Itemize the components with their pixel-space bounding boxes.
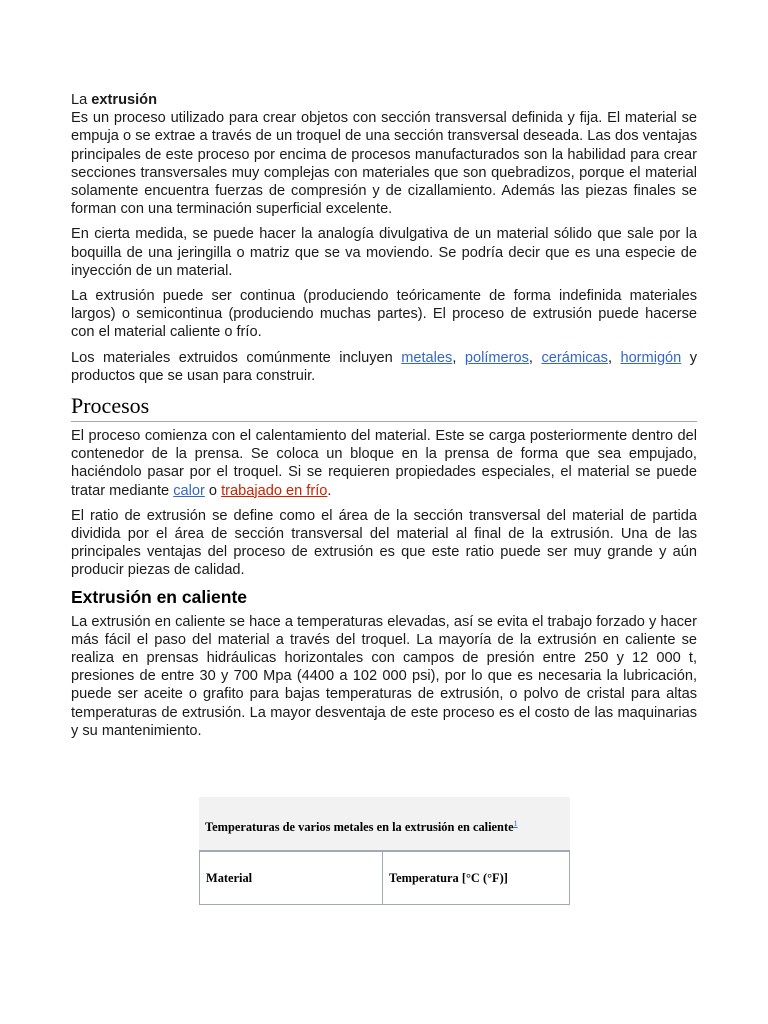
intro-p1-term: sección [381,110,431,127]
subsection-heading-caliente: Extrusión en caliente [71,586,248,607]
table-caption-text: Temperaturas de varios metales en la extrusión en caliente [205,820,514,835]
article-body [71,91,697,740]
procesos-p1-text: El proceso comienza con el calentamiento del material. Este se carga posteriormente dentro del contenedor de la prensa. Se coloca un bloque en la prensa de forma que sea empujado, haciéndolo pasar por el troquel. Si se requieren propiedades especiales, el material se puede tratar mediante [71,428,697,499]
temperature-table [199,797,570,905]
link-calor[interactable]: calor [173,482,205,499]
intro-paragraph-1 [71,109,697,218]
column-header-temperatura: Temperatura [°C (°F)] [383,852,570,905]
link-metales[interactable]: metales [401,349,453,366]
intro-paragraph-3: La extrusión puede ser continua (produciendo teóricamente de forma indefinida materiales largos) o semicontinua (produciendo muchas partes). El proceso de extrusión puede hacerse con el material caliente o frío. [71,288,697,341]
table-header-row [200,852,570,905]
procesos-paragraph-1 [71,427,697,500]
separator: , [528,349,542,366]
intro-title-prefix: La [71,92,92,108]
intro-paragraph-2: En cierta medida, se puede hacer la analogía divulgativa de un material sólido que sale por la boquilla de una jeringilla o matriz que se va moviendo. Se podría decir que es una especie de inyección de un material. [71,226,697,279]
caliente-paragraph-1: La extrusión en caliente se hace a temperaturas elevadas, así se evita el trabajo forzado y hacer más fácil el paso del material a través del troquel. La mayoría de la extrusión en caliente se realiza en prensas hidráulicas horizontales con campos de presión entre 250 y 12 000 t, presiones de entre 30 y 700 Mpa (4400 a 102 000 psi), por lo que es necesaria la lubricación, puede ser aceite o grafito para bajas temperaturas de extrusión, o polvo de cristal para altas temperaturas de extrusión. La mayor desventaja de este proceso es el costo de las maquinarias y su mantenimiento. [71,613,697,739]
intro-p4-text: Los materiales extruidos comúnmente incluyen [71,349,402,366]
intro-title-bold: extrusión [91,92,157,108]
procesos-paragraph-2: El ratio de extrusión se define como el área de la sección transversal del material de partida dividida por el área de sección transversal del material al final de la extrusión. Una de las principales ventajas del proceso de extrusión es que este ratio puede ser muy grande y aún producir piezas de calidad. [71,507,697,579]
separator: , [452,349,465,366]
link-polimeros[interactable]: polímeros [464,349,529,366]
intro-p4-rest: y productos que se usan para construir. [71,349,698,384]
footnote-ref[interactable]: 1 [513,819,518,828]
intro-p1-rest: transversal definida y fija. El material se empuja o se extrae a través de un troquel de una sección transversal deseada. Las dos ventajas principales de este proceso por encima de procesos manufacturados son la habilidad para crear secciones transversales muy complejas con materiales que son quebradizos, porque el material solamente encuentra fuerzas de compresión y de cizallamiento. Además las piezas finales se forman con una terminación superficial excelente. [71,110,697,218]
separator: , [607,349,621,366]
table-caption [199,797,570,851]
intro-p1-text: Es un proceso utilizado para crear objetos con [71,110,382,127]
link-trabajado-en-frio[interactable]: trabajado en frío [221,482,328,499]
column-header-material: Material [200,852,383,905]
procesos-p1-end: . [327,482,332,499]
intro-paragraph-4 [71,349,697,385]
link-hormigon[interactable]: hormigón [620,349,682,366]
section-heading-procesos: Procesos [71,393,697,422]
intro-title [71,91,697,109]
procesos-p1-mid: o [204,482,222,499]
link-ceramicas[interactable]: cerámicas [541,349,608,366]
